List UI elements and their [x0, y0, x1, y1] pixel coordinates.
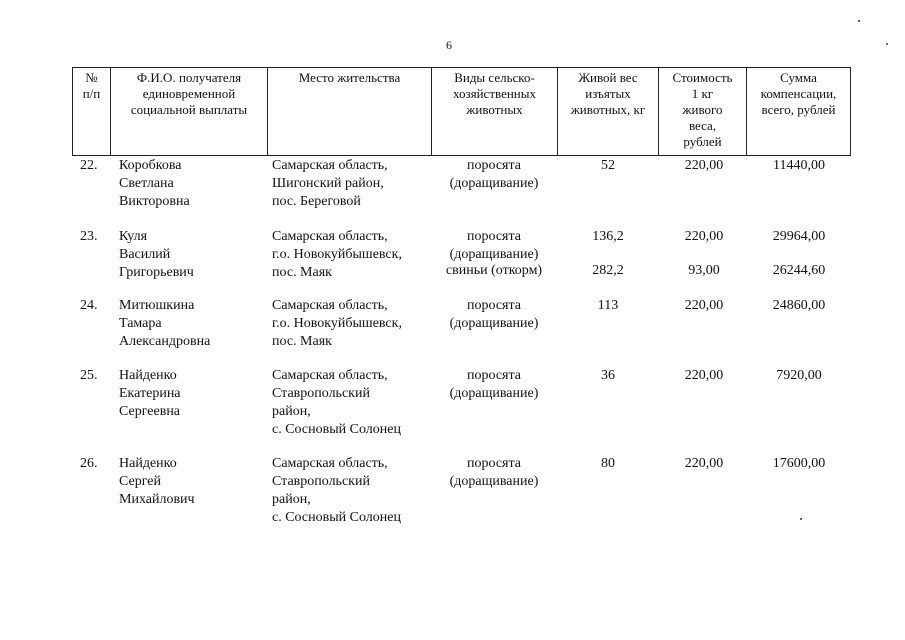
animal-type-2: свиньи (откорм)	[445, 263, 543, 278]
header-total: Сумма компенсации, всего, рублей	[760, 70, 837, 117]
animal-type: поросята (доращивание)	[449, 368, 539, 401]
recipient-name: Куля Василий Григорьевич	[119, 229, 194, 280]
header-num: № п/п	[82, 70, 101, 101]
row-number: 24.	[80, 298, 98, 313]
scan-speck	[886, 43, 888, 45]
animal-type: поросята (доращивание)	[449, 298, 539, 331]
header-bottom-border	[72, 155, 851, 156]
animal-type: поросята (доращивание)	[449, 456, 539, 489]
header-col-divider	[850, 67, 851, 156]
live-weight: 52	[601, 158, 615, 173]
price-per-kg: 220,00	[684, 158, 724, 173]
live-weight-2: 282,2	[592, 263, 624, 278]
price-per-kg-2: 93,00	[688, 263, 720, 278]
price-per-kg: 220,00	[684, 229, 724, 244]
header-price: Стоимость 1 кг живого веса, рублей	[672, 70, 733, 149]
compensation-total: 29964,00	[772, 229, 826, 244]
price-per-kg: 220,00	[684, 298, 724, 313]
animal-type: поросята (доращивание)	[449, 229, 539, 262]
live-weight: 136,2	[592, 229, 624, 244]
residence: Самарская область, Ставропольский район, с. Сосновый Солонец	[272, 368, 401, 437]
live-weight: 36	[601, 368, 615, 383]
compensation-total: 24860,00	[772, 298, 826, 313]
row-number: 23.	[80, 229, 98, 244]
scan-speck	[800, 518, 802, 520]
page-number: 6	[446, 38, 452, 52]
compensation-total: 7920,00	[776, 368, 822, 383]
row-number: 22.	[80, 158, 98, 173]
compensation-total-2: 26244,60	[772, 263, 826, 278]
price-per-kg: 220,00	[684, 456, 724, 471]
header-animal-type: Виды сельско- хозяйственных животных	[452, 70, 536, 117]
residence: Самарская область, г.о. Новокуйбышевск, пос. Маяк	[272, 229, 402, 280]
recipient-name: Найденко Сергей Михайлович	[119, 456, 195, 507]
scan-speck	[858, 20, 860, 22]
header-top-border	[72, 67, 851, 68]
residence: Самарская область, Шигонский район, пос. Береговой	[272, 158, 388, 209]
compensation-total: 17600,00	[772, 456, 826, 471]
row-number: 25.	[80, 368, 98, 383]
header-name: Ф.И.О. получателя единовременной социальной выплаты	[130, 70, 248, 117]
compensation-total: 11440,00	[773, 158, 825, 173]
recipient-name: Найденко Екатерина Сергеевна	[119, 368, 181, 419]
residence: Самарская область, г.о. Новокуйбышевск, пос. Маяк	[272, 298, 402, 349]
recipient-name: Коробкова Светлана Викторовна	[119, 158, 190, 209]
animal-type: поросята (доращивание)	[449, 158, 539, 191]
row-number: 26.	[80, 456, 98, 471]
live-weight: 113	[597, 298, 619, 313]
price-per-kg: 220,00	[684, 368, 724, 383]
header-live-weight: Живой вес изъятых животных, кг	[570, 70, 646, 117]
live-weight: 80	[601, 456, 615, 471]
recipient-name: Митюшкина Тамара Александровна	[119, 298, 211, 349]
header-address: Место жительства	[298, 70, 401, 85]
residence: Самарская область, Ставропольский район, с. Сосновый Солонец	[272, 456, 401, 525]
